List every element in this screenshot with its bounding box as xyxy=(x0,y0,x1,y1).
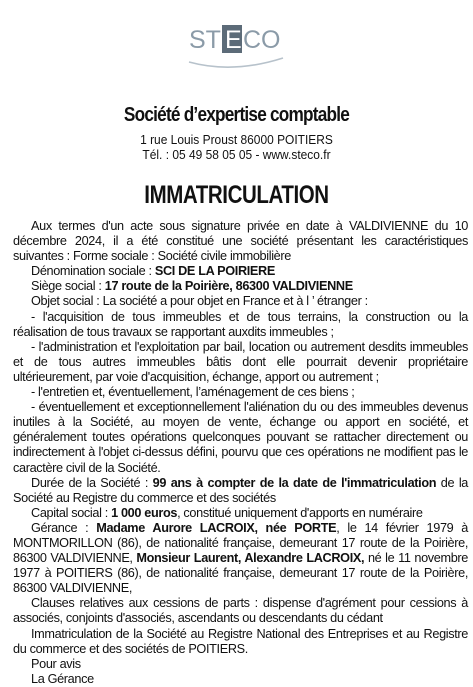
notice-title: IMMATRICULATION xyxy=(144,181,329,209)
duree-line xyxy=(13,476,468,506)
objet-item-3: - l'entretien et, éventuellement, l’aménagement de ces biens ; xyxy=(31,385,355,400)
logo-swoosh xyxy=(189,58,283,67)
duree-value: 99 ans à compter de la date de l'immatriculation xyxy=(152,475,437,490)
signature: La Gérance xyxy=(31,671,94,686)
immatriculation-paragraph: Immatriculation de la Société au Registre National des Entreprises et au Registre du commerce et des sociétés de POITIERS. xyxy=(13,626,468,656)
objet-item-1: - l'acquisition de tous immeubles et de tous terrains, la construction ou la réalisation de tous travaux se rapportant auxdits immeubles ; xyxy=(13,309,468,339)
siege-value: 17 route de la Poirière, 86300 VALDIVIENNE xyxy=(104,279,353,294)
firm-name: Société d’expertise comptable xyxy=(123,104,350,126)
gerance-paragraph xyxy=(13,521,468,596)
duree-label: Durée de la Société : xyxy=(31,475,153,490)
capital-rest: , constitué uniquement d'apports en numéraire xyxy=(177,505,423,520)
intro-paragraph: Aux termes d'un acte sous signature privée en date à VALDIVIENNE du 10 décembre 2024, il a été constitué une société présentant les caractéristiques suivantes : Forme sociale : Société civile immobilière xyxy=(13,219,468,264)
objet-intro: Objet social : La société a pour objet en France et à l ’ étranger : xyxy=(31,294,368,309)
capital-label: Capital social : xyxy=(31,505,112,520)
gerant-2-name: Monsieur Laurent, Alexandre LACROIX, xyxy=(136,551,365,566)
logo xyxy=(0,18,473,70)
notice-body xyxy=(13,219,468,687)
pour-avis: Pour avis xyxy=(31,656,81,671)
logo-text-e: E xyxy=(225,26,242,54)
capital-value: 1 000 euros xyxy=(111,505,178,520)
logo-text-co: CO xyxy=(243,26,281,54)
logo-text-st: ST xyxy=(189,26,221,54)
firm-address: 1 rue Louis Proust 86000 POITIERS xyxy=(140,132,333,147)
siege-label: Siège social : xyxy=(31,279,105,294)
gerant-1-name: Madame Aurore LACROIX, née PORTE xyxy=(96,520,337,535)
denomination-value: SCI DE LA POIRIERE xyxy=(154,264,275,279)
firm-contact: Tél. : 05 49 58 05 05 - www.steco.fr xyxy=(142,147,331,162)
gerance-label: Gérance : xyxy=(31,520,97,535)
capital-line xyxy=(13,506,468,521)
denomination-line xyxy=(13,264,468,279)
objet-item-4: - éventuellement et exceptionnellement l'aliénation du ou des immeubles devenus inutiles à la Société, au moyen de vente, échange ou apport en société, et généralement toutes opérations quelconques pouvant se rattacher directement ou indirectement à l'objet ci-dessus défini, pourvu que ces opérations ne modifient pas le caractère civil de la Société. xyxy=(13,400,468,475)
duree-rest: de la Société au Registre du commerce et des sociétés xyxy=(13,475,469,505)
denomination-label: Dénomination sociale : xyxy=(31,264,155,279)
steco-logo-mark xyxy=(183,18,293,70)
clauses-paragraph: Clauses relatives aux cessions de parts : dispense d'agrément pour cessions à associés, conjoints d'associés, ascendants ou descendants du cédant xyxy=(13,596,468,626)
gerant-2-details: né le 11 novembre 1977 à POITIERS (86), de nationalité française, demeurant 17 route de la Poirière, 86300 VALDIVIENNE, xyxy=(13,551,468,596)
gerant-1-details: , le 14 février 1979 à MONTMORILLON (86), de nationalité française, demeurant 17 route de la Poirière, 86300 VALDIVIENNE, xyxy=(13,520,468,566)
firm-header xyxy=(0,104,473,162)
siege-line xyxy=(13,279,468,294)
objet-item-2: - l'administration et l'exploitation par bail, location ou autrement desdits immeubles et de tous autres immeubles bâtis dont elle pourrait devenir propriétaire ultérieurement, par voie d'acquisition, échange, apport ou autrement ; xyxy=(13,339,468,384)
